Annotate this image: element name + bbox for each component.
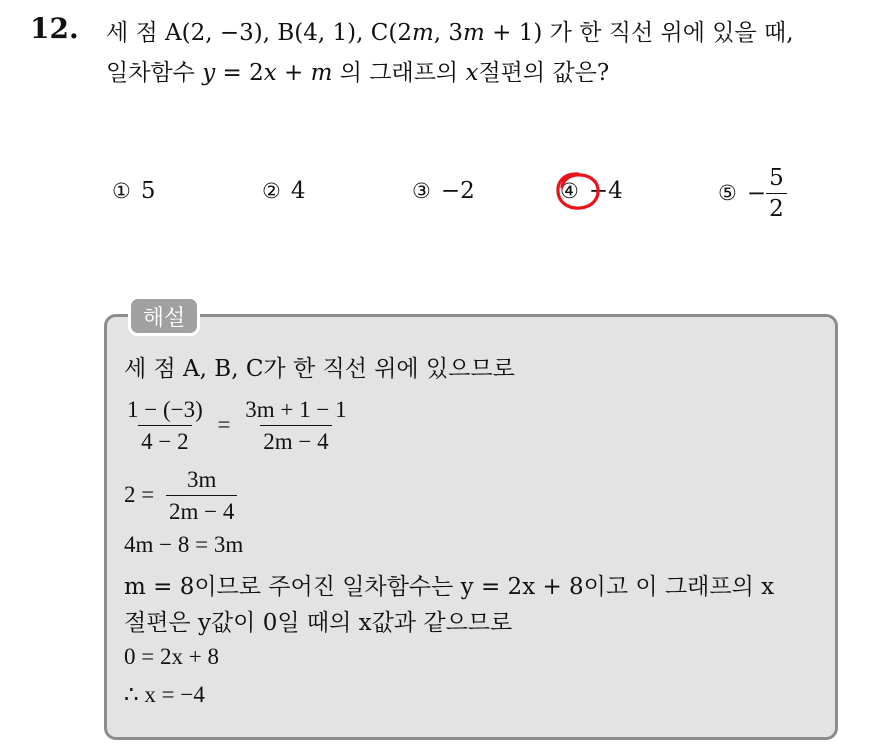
- question-text-line-2: 일차함수 y = 2x + m 의 그래프의 x절편의 값은?: [106, 60, 610, 86]
- choice-value: −4: [588, 178, 623, 204]
- choice-number: ⑤: [718, 181, 737, 206]
- question-text-line-1: 세 점 A(2, −3), B(4, 1), C(2m, 3m + 1) 가 한 직선 위에 있을 때,: [106, 20, 794, 46]
- solution-line-5: m = 8이므로 주어진 일차함수는 y = 2x + 8이고 이 그래프의 x: [124, 574, 775, 600]
- choice-sign: −: [746, 180, 767, 207]
- solution-equation-5: ∴ x = −4: [124, 682, 205, 707]
- question-number: 12.: [30, 12, 79, 45]
- choice-2[interactable]: [262, 178, 305, 204]
- solution-tag: 해설: [128, 296, 200, 336]
- choice-number: ④: [560, 179, 579, 203]
- choice-value: 4: [290, 178, 306, 204]
- choice-value: 5: [140, 178, 156, 204]
- choice-number: ①: [112, 179, 131, 203]
- solution-equation-1: $\frac{1 - (-3)}{4 - 2}$ = $\frac{3m + 1 - 1}{2m - 4}$: [124, 396, 350, 457]
- solution-equation-4: 0 = 2x + 8: [124, 644, 219, 669]
- answer-mark-circle-icon: [554, 170, 602, 212]
- choice-3[interactable]: [412, 178, 475, 204]
- choice-number: ③: [412, 179, 431, 203]
- choice-value: −2: [440, 178, 475, 204]
- choice-5[interactable]: [718, 164, 787, 225]
- solution-line-1: 세 점 A, B, C가 한 직선 위에 있으므로: [124, 356, 515, 382]
- choice-number: ②: [262, 179, 281, 203]
- solution-equation-2: 2 = $\frac{3m}{2m - 4}$: [124, 466, 237, 527]
- solution-equation-3: 4m − 8 = 3m: [124, 532, 244, 557]
- choice-fraction: $\frac{5}{2}$: [766, 164, 787, 225]
- choice-1[interactable]: [112, 178, 155, 204]
- solution-line-6: 절편은 y값이 0일 때의 x값과 같으므로: [124, 610, 513, 636]
